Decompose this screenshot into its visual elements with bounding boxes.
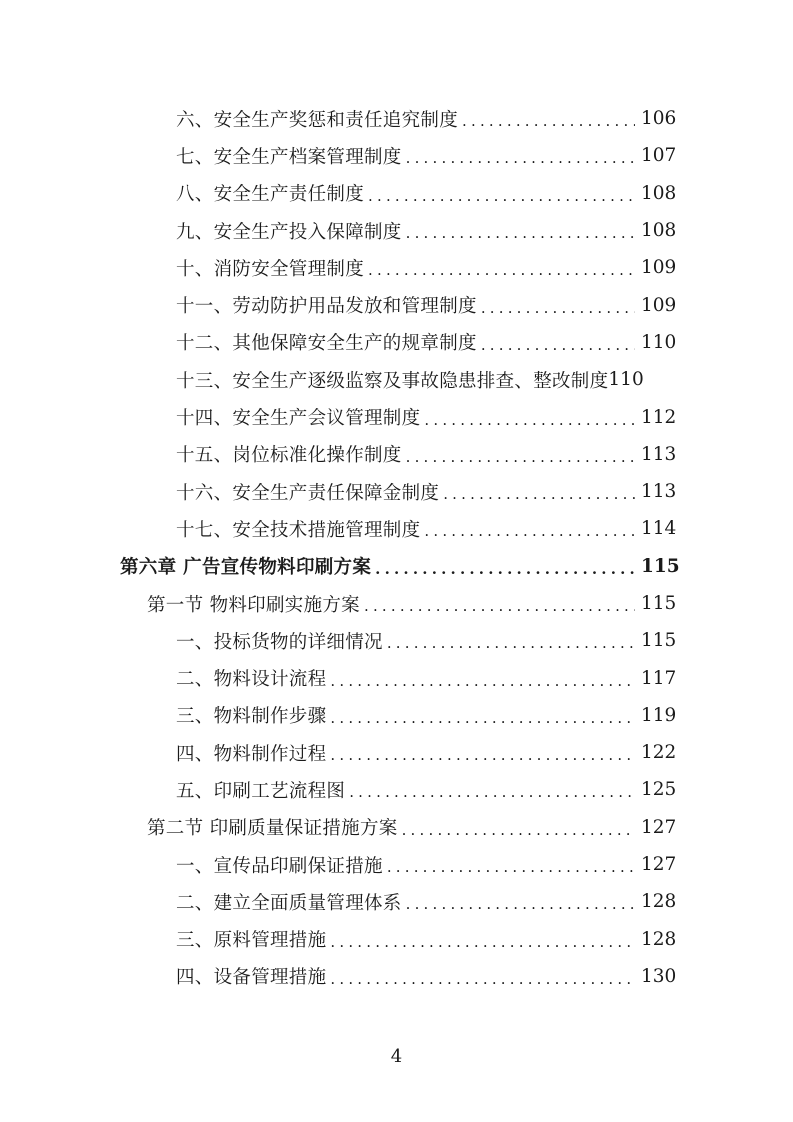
toc-entry-page: 113 [641, 443, 677, 465]
toc-dot-leader [330, 742, 635, 763]
toc-dot-leader [364, 593, 635, 614]
toc-entry[interactable] [0, 659, 793, 696]
toc-entry-page: 127 [641, 816, 677, 838]
toc-entry-page: 106 [641, 108, 677, 130]
toc-entry-page: 122 [641, 742, 677, 764]
toc-entry[interactable] [0, 286, 793, 323]
toc-entry-title: 第二节 印刷质量保证措施方案 [147, 818, 398, 840]
toc-entry[interactable] [0, 734, 793, 771]
toc-entry-title: 六、安全生产奖惩和责任追究制度 [176, 109, 459, 131]
toc-entry[interactable] [0, 622, 793, 659]
toc-dot-leader [368, 257, 635, 278]
toc-entry-page: 107 [641, 145, 677, 167]
toc-entry-title: 一、投标货物的详细情况 [176, 631, 383, 653]
toc-dot-leader [387, 630, 635, 651]
toc-entry[interactable] [0, 361, 793, 398]
toc-entry-page: 114 [641, 518, 677, 540]
toc-dot-leader [368, 183, 635, 204]
toc-entry-title: 第一节 物料印刷实施方案 [147, 594, 360, 616]
toc-entry-title: 八、安全生产责任制度 [176, 184, 365, 206]
toc-dot-leader [330, 668, 635, 689]
toc-entry[interactable] [0, 100, 793, 137]
toc-entry-title: 第六章 广告宣传物料印刷方案 [120, 557, 372, 579]
toc-entry-title: 三、物料制作步骤 [176, 706, 327, 728]
toc-entry-page: 125 [641, 779, 677, 801]
toc-entry[interactable] [0, 473, 793, 510]
toc-entry-title: 二、建立全面质量管理体系 [176, 892, 402, 914]
toc-entry-title: 十七、安全技术措施管理制度 [176, 519, 421, 541]
toc-dot-leader [443, 481, 635, 502]
toc-dot-leader [349, 779, 635, 800]
toc-section-entry[interactable] [0, 809, 793, 846]
toc-entry-title: 十一、劳动防护用品发放和管理制度 [176, 296, 477, 318]
toc-entry-page: 128 [641, 928, 677, 950]
toc-dot-leader [481, 332, 635, 353]
toc-dot-leader [406, 145, 635, 166]
toc-entry-title: 二、物料设计流程 [176, 669, 327, 691]
toc-entry-page: 117 [641, 667, 677, 689]
toc-entry-page: 113 [641, 481, 677, 503]
toc-dot-leader [387, 854, 635, 875]
toc-entry-title: 十四、安全生产会议管理制度 [176, 408, 421, 430]
toc-entry[interactable] [0, 175, 793, 212]
toc-entry-page: 109 [641, 257, 677, 279]
toc-dot-leader [375, 556, 635, 577]
toc-dot-leader [462, 108, 635, 129]
toc-entry-page: 127 [641, 854, 677, 876]
toc-entry[interactable] [0, 510, 793, 547]
toc-entry-title: 五、印刷工艺流程图 [176, 780, 346, 802]
toc-chapter-entry[interactable] [0, 548, 793, 585]
toc-entry[interactable] [0, 212, 793, 249]
toc-entry[interactable] [0, 436, 793, 473]
toc-entry-page: 115 [641, 593, 677, 614]
toc-entry[interactable] [0, 883, 793, 920]
toc-dot-leader [424, 518, 635, 539]
toc-entry[interactable] [0, 771, 793, 808]
toc-dot-leader [406, 891, 635, 912]
toc-entry-page: 115 [641, 630, 677, 652]
toc-entry-title: 十三、安全生产逐级监察及事故隐患排查、整改制度 [176, 370, 609, 392]
toc-dot-leader [481, 295, 635, 316]
toc-entry-title: 十二、其他保障安全生产的规章制度 [176, 333, 477, 355]
toc-entry[interactable] [0, 398, 793, 435]
toc-entry[interactable] [0, 958, 793, 995]
toc-entry-page: 109 [641, 294, 677, 316]
toc-entry-page: 128 [641, 891, 677, 913]
toc-dot-leader [424, 407, 635, 428]
page-number: 4 [390, 1046, 403, 1067]
toc-dot-leader [330, 929, 635, 950]
toc-entry-page: 110 [608, 369, 644, 391]
toc-dot-leader [330, 966, 635, 987]
toc-entry-title: 四、物料制作过程 [176, 743, 327, 765]
toc-entry-page: 112 [641, 406, 677, 428]
toc-entry-page: 119 [641, 704, 677, 726]
toc-section-entry[interactable] [0, 585, 793, 622]
toc-dot-leader [406, 444, 635, 465]
toc-entry[interactable] [0, 137, 793, 174]
toc-dot-leader [402, 817, 635, 838]
toc-entry-page: 115 [641, 555, 680, 577]
toc-entry[interactable] [0, 846, 793, 883]
toc-entry-title: 一、宣传品印刷保证措施 [176, 855, 383, 877]
toc-dot-leader [406, 220, 635, 241]
toc-entry-title: 四、设备管理措施 [176, 967, 327, 989]
toc-entry-title: 三、原料管理措施 [176, 930, 327, 952]
table-of-contents [0, 100, 793, 995]
toc-entry-page: 130 [641, 965, 677, 987]
toc-entry-title: 九、安全生产投入保障制度 [176, 221, 402, 243]
toc-entry-page: 108 [641, 182, 677, 204]
toc-entry[interactable] [0, 697, 793, 734]
toc-entry-page: 108 [641, 220, 677, 242]
toc-entry[interactable] [0, 324, 793, 361]
toc-dot-leader [330, 705, 635, 726]
toc-entry[interactable] [0, 921, 793, 958]
toc-entry[interactable] [0, 249, 793, 286]
toc-entry-title: 十六、安全生产责任保障金制度 [176, 482, 440, 504]
toc-entry-title: 七、安全生产档案管理制度 [176, 146, 402, 168]
toc-entry-page: 110 [641, 331, 677, 353]
toc-entry-title: 十、消防安全管理制度 [176, 258, 365, 280]
toc-entry-title: 十五、岗位标准化操作制度 [176, 445, 402, 467]
